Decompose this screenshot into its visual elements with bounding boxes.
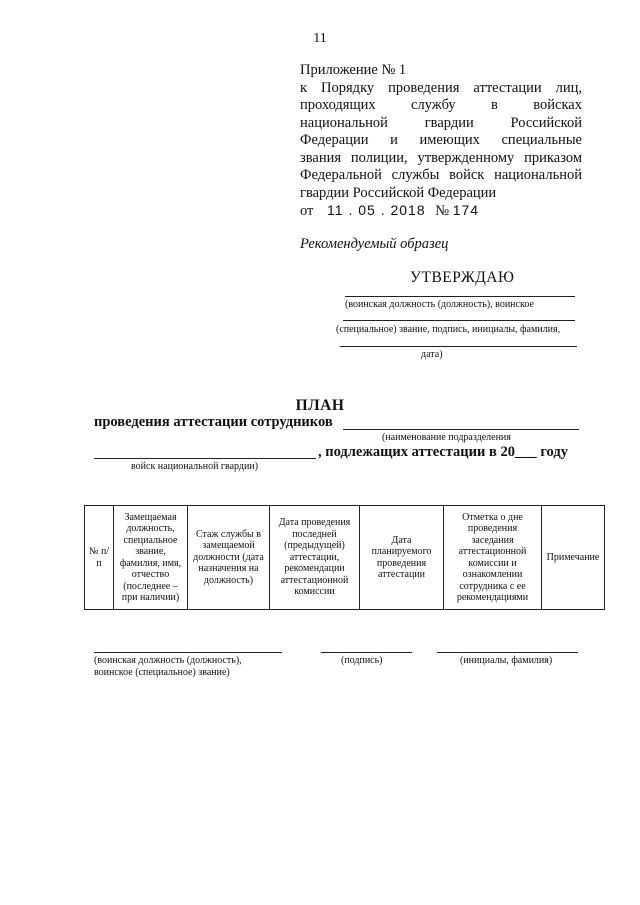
unit-name-line bbox=[343, 429, 579, 430]
appendix-title: Приложение № 1 bbox=[300, 62, 407, 78]
position-caption-2: воинское (специальное) звание) bbox=[94, 667, 230, 678]
header-cell-last-attestation: Дата проведения последней (предыдущей) аттестации, рекомендации аттестационной комиссии bbox=[270, 506, 360, 610]
attestation-plan-table bbox=[84, 505, 605, 610]
appendix-line: национальной гвардии Российской bbox=[300, 114, 582, 131]
plan-title: ПЛАН bbox=[295, 397, 345, 414]
order-date: 11 . 05 . 2018 bbox=[327, 202, 426, 218]
signature-caption: (подпись) bbox=[341, 655, 383, 666]
header-cell-planned-date: Дата планируемого проведения аттестации bbox=[360, 506, 444, 610]
appendix-line: к Порядку проведения аттестации лиц, bbox=[300, 79, 582, 96]
approve-line-3 bbox=[340, 346, 577, 347]
approve-title: УТВЕРЖДАЮ bbox=[410, 269, 515, 286]
signature-name-line bbox=[437, 652, 578, 653]
signature-position-line bbox=[94, 652, 282, 653]
unit-caption: (наименование подразделения bbox=[382, 432, 511, 443]
header-cell-commission-mark: Отметка о дне проведения заседания аттестационной комиссии и ознакомлении сотрудника с ее рекомендациями bbox=[444, 506, 542, 610]
approve-line-2 bbox=[343, 320, 575, 321]
troops-caption: войск национальной гвардии) bbox=[131, 461, 259, 472]
appendix-block bbox=[300, 62, 582, 202]
approve-caption-2: (специальное) звание, подпись, инициалы, фамилия, bbox=[336, 324, 561, 335]
appendix-line: Федеральной службы войск национальной bbox=[300, 167, 582, 183]
appendix-line: проходящих службу в войсках bbox=[300, 97, 582, 113]
plan-subtitle-2: , подлежащих аттестации в 20___ году bbox=[318, 444, 568, 460]
table-header-row bbox=[85, 506, 605, 610]
header-cell-note: Примечание bbox=[542, 506, 605, 610]
name-caption: (инициалы, фамилия) bbox=[460, 655, 553, 666]
approve-caption-3: дата) bbox=[421, 349, 443, 360]
approve-line-1 bbox=[345, 296, 575, 297]
plan-subtitle: проведения аттестации сотрудников bbox=[94, 414, 333, 430]
position-caption-1: (воинская должность (должность), bbox=[94, 655, 242, 666]
header-cell-position: Замещаемая должность, специальное звание, фамилия, имя, отчество (последнее – при наличии) bbox=[114, 506, 188, 610]
page-number: 11 bbox=[313, 31, 327, 46]
order-number: 174 bbox=[452, 202, 480, 218]
header-cell-service-length: Стаж службы в замещаемой должности (дата назначения на должность) bbox=[188, 506, 270, 610]
date-prefix: от bbox=[300, 203, 314, 219]
number-prefix: № bbox=[435, 203, 450, 219]
order-date-line bbox=[300, 202, 479, 220]
approve-caption-1: (воинская должность (должность), воинское bbox=[345, 299, 534, 310]
sample-label: Рекомендуемый образец bbox=[300, 236, 449, 252]
appendix-line: Федерации и имеющих специальные bbox=[300, 132, 582, 148]
appendix-line: звания полиции, утвержденному приказом bbox=[300, 149, 582, 166]
appendix-line: гвардии Российской Федерации bbox=[300, 184, 497, 201]
troops-line bbox=[94, 458, 316, 459]
header-cell-number: № п/п bbox=[85, 506, 114, 610]
signature-line bbox=[321, 652, 412, 653]
